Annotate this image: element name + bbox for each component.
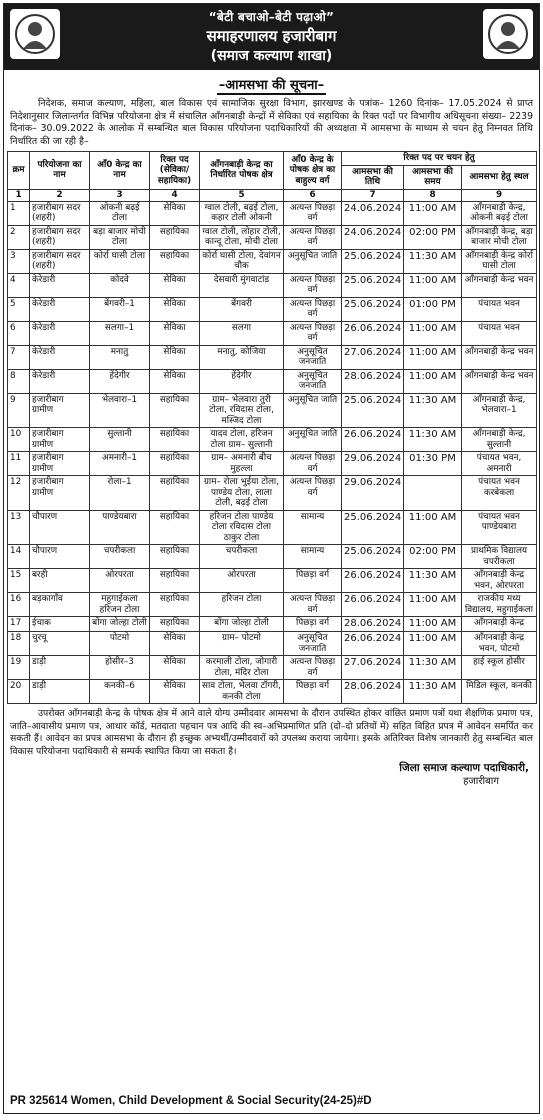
cell-time: 11:00 AM [404,273,462,297]
cell-centre: सुल्तानी [90,428,150,452]
cell-centre: ओरपरता [90,569,150,593]
cell-time: 01:00 PM [404,297,462,321]
cell-project: हजारीबाग सदर (शहरी) [30,225,90,249]
cell-centre: पोटमो [90,632,150,656]
cell-venue: आँगनबाड़ी केन्द्र, ओकनी बढ़ई टोला [462,201,537,225]
cell-centre: चपरीकला [90,545,150,569]
cell-sn: 1 [8,201,30,225]
office-name: समाहरणालय हजारीबाग [206,27,337,45]
cell-project: केरेडारी [30,369,90,393]
cell-sn: 11 [8,452,30,476]
column-number: 6 [284,189,342,201]
cell-sn: 4 [8,273,30,297]
cell-sn: 19 [8,656,30,680]
cell-time: 02:00 PM [404,225,462,249]
cell-area: कोर्रा घासी टोला, देवांगन चौक [200,249,284,273]
cell-sn: 10 [8,428,30,452]
cell-project: हजारीबाग ग्रामीण [30,476,90,511]
table-row [8,656,537,680]
cell-centre: हेंदेगीर [90,369,150,393]
cell-time: 11:00 AM [404,593,462,617]
cell-date: 25.06.2024 [342,249,404,273]
cell-area: ग्वाल टोली, बढ़ई टोला, कहार टोली ओकनी [200,201,284,225]
column-number: 8 [404,189,462,201]
cell-time: 11:00 AM [404,321,462,345]
cell-category: अत्यन्त पिछड़ा वर्ग [284,593,342,617]
cell-post: सेविका [150,656,200,680]
cell-post: सहायिका [150,225,200,249]
vacancy-table [7,151,537,704]
cell-category: पिछड़ा वर्ग [284,617,342,632]
cell-area: यादव टोला, हरिजन टोला ग्राम– सुल्तानी [200,428,284,452]
table-row [8,545,537,569]
cell-centre: बड़ा बाजार मोची टोला [90,225,150,249]
table-row [8,510,537,545]
cell-category: अत्यन्त पिछड़ा वर्ग [284,225,342,249]
cell-sn: 14 [8,545,30,569]
cell-centre: कनकी–6 [90,680,150,704]
cell-post: सहायिका [150,452,200,476]
cell-time: 11:00 AM [404,345,462,369]
cell-centre: अमनारी–1 [90,452,150,476]
signature-designation: जिला समाज कल्याण पदाधिकारी, [399,762,529,774]
cell-project: चुरचू [30,632,90,656]
cell-centre: बेंगवरी–1 [90,297,150,321]
cell-post: सेविका [150,345,200,369]
cell-area: सलगा [200,321,284,345]
cell-project: हजारीबाग सदर (शहरी) [30,249,90,273]
col-group: रिक्त पद पर चयन हेतु [342,152,537,166]
cell-time: 11:30 AM [404,428,462,452]
cell-centre: महुगाईकला हरिजन टोला [90,593,150,617]
cell-sn: 16 [8,593,30,617]
column-number: 5 [200,189,284,201]
table-row [8,345,537,369]
cell-venue: आँगनबाड़ी केन्द्र भवन, पोटमो [462,632,537,656]
cell-venue: हाई स्कूल होसीर [462,656,537,680]
cell-time: 11:30 AM [404,680,462,704]
table-row [8,273,537,297]
cell-date: 26.06.2024 [342,569,404,593]
cell-date: 26.06.2024 [342,632,404,656]
cell-post: सहायिका [150,510,200,545]
cell-time: 11:30 AM [404,249,462,273]
col-project: परियोजना का नाम [30,152,90,190]
cell-venue: आँगनबाड़ी केन्द्र, सुल्तानी [462,428,537,452]
col-category: आँ0 केन्द्र के पोषक क्षेत्र का बाहुल्य वर्ग [284,152,342,190]
emblem-logo-left [10,9,60,59]
cell-venue: पंचायत भवन, अमनारी [462,452,537,476]
cell-post: सेविका [150,297,200,321]
cell-date: 27.06.2024 [342,345,404,369]
table-row [8,321,537,345]
cell-time: 11:00 AM [404,369,462,393]
cell-post: सहायिका [150,249,200,273]
cell-category: सामान्य [284,510,342,545]
cell-sn: 5 [8,297,30,321]
cell-category: अनुसूचित जनजाति [284,345,342,369]
cell-centre: कोर्रा घासी टोला [90,249,150,273]
cell-project: केरेडारी [30,297,90,321]
cell-time: 11:00 AM [404,617,462,632]
cell-centre: रोला–1 [90,476,150,511]
cell-date: 25.06.2024 [342,545,404,569]
slogan: “बेटी बचाओ–बेटी पढ़ाओ” [208,10,335,24]
col-post: रिक्त पद (सेविका/ सहायिका) [150,152,200,190]
cell-sn: 7 [8,345,30,369]
cell-venue: पंचायत भवन करबेकला [462,476,537,511]
cell-project: हजारीबाग ग्रामीण [30,452,90,476]
cell-date: 28.06.2024 [342,369,404,393]
cell-time: 11:30 AM [404,393,462,428]
cell-area: चपरीकला [200,545,284,569]
cell-project: डाड़ी [30,656,90,680]
cell-area: ग्राम– रोला भुईया टोला, पाण्डेय टोला, लाला टोली, बढ़ई टोला [200,476,284,511]
cell-area: बोंगा जोल्हा टोली [200,617,284,632]
cell-area: हरिजन टोला पाण्डेय टोला रविदास टोला ठाकुर टोला [200,510,284,545]
column-number: 7 [342,189,404,201]
cell-date: 25.06.2024 [342,393,404,428]
table-row [8,369,537,393]
cell-post: सहायिका [150,569,200,593]
table-row [8,428,537,452]
cell-date: 24.06.2024 [342,225,404,249]
column-number: 2 [30,189,90,201]
table-row [8,476,537,511]
pr-number: PR 325614 Women, Child Development & Social Security(24-25)#D [10,1095,372,1107]
cell-sn: 18 [8,632,30,656]
table-row [8,452,537,476]
cell-project: चौपारण [30,545,90,569]
cell-centre: भेलवारा–1 [90,393,150,428]
cell-centre: ओकनी बढ़ई टोला [90,201,150,225]
table-row [8,680,537,704]
col-time: आमसभा की समय [404,165,462,189]
cell-post: सहायिका [150,545,200,569]
cell-date: 25.06.2024 [342,273,404,297]
cell-project: बरही [30,569,90,593]
cell-area: बेंगवरी [200,297,284,321]
cell-project: हजारीबाग सदर (शहरी) [30,201,90,225]
branch-name: (समाज कल्याण शाखा) [210,48,333,64]
cell-date: 29.06.2024 [342,476,404,511]
cell-date: 24.06.2024 [342,201,404,225]
cell-project: बड़कागाँव [30,593,90,617]
column-number: 4 [150,189,200,201]
cell-area: ओरपरता [200,569,284,593]
cell-post: सहायिका [150,593,200,617]
cell-category: अत्यन्त पिछड़ा वर्ग [284,201,342,225]
column-number: 3 [90,189,150,201]
col-date: आमसभा की तिथि [342,165,404,189]
cell-time: 11:30 AM [404,656,462,680]
table-row [8,393,537,428]
cell-area: करमाली टोला, जोगारी टोला, मंदिर टोला [200,656,284,680]
cell-area: ग्राम– अमनारी बीच मुहल्ला [200,452,284,476]
header-band [4,4,539,70]
cell-venue: पंचायत भवन [462,321,537,345]
cell-category: सामान्य [284,545,342,569]
cell-venue: आँगनबाड़ी केन्द्र भवन [462,273,537,297]
table-row [8,617,537,632]
cell-category: अनुसूचित जनजाति [284,632,342,656]
cell-venue: प्राथमिक विद्यालय चपरीकला [462,545,537,569]
cell-date: 26.06.2024 [342,321,404,345]
intro-paragraph: निदेशक, समाज कल्याण, महिला, बाल विकास एवं सामाजिक सुरक्षा विभाग, झारखण्ड के पत्रांक– 1260 दिनांक– 17.05.2024 से प्राप्त निदेशानुसार जिलान्तर्गत विभिन्न परियोजना क्षेत्र में संचालित आँगनबाड़ी केन्द्रों में सेविका एवं सहायिका के रिक्त पदों पर विभागीय अधिसूचना संख्या– 2239 दिनांक– 30.09.2022 के आलोक में सम्बन्धित बाल विकास परियोजना पदाधिकारियों की अध्यक्षता में आमसभा के माध्यम से चयन हेतु निम्नवत तिथि निर्धारित की जा रही है– [10,98,533,147]
cell-time: 11:30 AM [404,569,462,593]
cell-category: अत्यन्त पिछड़ा वर्ग [284,321,342,345]
cell-project: ईचाक [30,617,90,632]
cell-venue: आँगनबाड़ी केन्द्र भवन [462,369,537,393]
column-number-row [8,189,537,201]
cell-category: अनुसूचित जाति [284,249,342,273]
cell-project: केरेडारी [30,345,90,369]
cell-venue: आँगनबाड़ी केन्द्र, बड़ा बाजार मोची टोला [462,225,537,249]
cell-venue: पंचायत भवन [462,297,537,321]
cell-project: हजारीबाग ग्रामीण [30,428,90,452]
cell-sn: 13 [8,510,30,545]
cell-category: अत्यन्त पिछड़ा वर्ग [284,656,342,680]
cell-post: सहायिका [150,428,200,452]
cell-area: ग्राम– पोटमो [200,632,284,656]
cell-time [404,476,462,511]
footer-paragraph: उपरोक्त आँगनबाड़ी केन्द्र के पोषक क्षेत्र में आने वाले योग्य उम्मीदवार आमसभा के दौरान उपस्थित होकर वांछित प्रमाण पत्रों यथा शैक्षणिक प्रमाण पत्र, जाति–आवासीय प्रमाण पत्र, आधार कॉर्ड, मतदाता पहचान पत्र आदि की स्व–अभिप्रमाणित प्रति (दो–दो प्रतियों में) सहित विहित प्रपत्र में आवेदन समर्पित कर सकती हैं। आवेदन का प्रपत्र आमसभा के दौरान ही इच्छुक अभ्यर्थी/उम्मीदवारों को उपलब्ध कराया जायेगा। इसके अतिरिक्त विशेष जानकारी हेतु सम्बन्धित बाल विकास परियोजना पदाधिकारी से सम्पर्क स्थापित किया जा सकता है। [10,708,533,757]
col-area: आँगनबाड़ी केन्द्र का निर्धारित पोषक क्षेत्र [200,152,284,190]
cell-category: पिछड़ा वर्ग [284,569,342,593]
cell-centre: मनातु [90,345,150,369]
emblem-logo-right [483,9,533,59]
cell-project: चौपारण [30,510,90,545]
cell-time: 11:00 AM [404,510,462,545]
cell-area: ग्वाल टोली, लोहार टोली, कान्दू टोला, मोची टोला [200,225,284,249]
cell-venue: मिडिल स्कूल, कनकी [462,680,537,704]
cell-centre: पाण्डेयबारा [90,510,150,545]
cell-date: 26.06.2024 [342,593,404,617]
table-row [8,632,537,656]
cell-post: सहायिका [150,617,200,632]
cell-post: सेविका [150,201,200,225]
table-row [8,569,537,593]
table-body [8,201,537,704]
col-venue: आमसभा हेतु स्थल [462,165,537,189]
table-row [8,201,537,225]
cell-venue: आँगनबाड़ी केन्द्र कोर्रा घासी टोला [462,249,537,273]
cell-sn: 15 [8,569,30,593]
cell-time: 01:30 PM [404,452,462,476]
cell-date: 28.06.2024 [342,617,404,632]
cell-category: अनुसूचित जाति [284,393,342,428]
cell-time: 11:00 AM [404,632,462,656]
cell-date: 27.06.2024 [342,656,404,680]
cell-venue: आँगनबाड़ी केन्द्र, भेलवारा–1 [462,393,537,428]
cell-centre: सलगा–1 [90,321,150,345]
cell-sn: 20 [8,680,30,704]
signature-place: हजारीबाग [463,776,499,787]
cell-area: ग्राम– भेलवारा तुरी टोला, रविदास टोला, मस्जिद टोला [200,393,284,428]
cell-time: 02:00 PM [404,545,462,569]
col-centre: आँ0 केन्द्र का नाम [90,152,150,190]
column-number: 9 [462,189,537,201]
cell-date: 28.06.2024 [342,680,404,704]
cell-category: अत्यन्त पिछड़ा वर्ग [284,297,342,321]
cell-post: सेविका [150,321,200,345]
cell-venue: आँगनबाड़ी केन्द्र [462,617,537,632]
cell-area: हेंदेगीर [200,369,284,393]
cell-sn: 8 [8,369,30,393]
cell-post: सहायिका [150,476,200,511]
column-number: 1 [8,189,30,201]
cell-date: 25.06.2024 [342,510,404,545]
cell-project: हजारीबाग ग्रामीण [30,393,90,428]
cell-sn: 3 [8,249,30,273]
cell-category: अत्यन्त पिछड़ा वर्ग [284,273,342,297]
cell-date: 26.06.2024 [342,428,404,452]
cell-sn: 6 [8,321,30,345]
cell-category: अत्यन्त पिछड़ा वर्ग [284,452,342,476]
cell-project: केरेडारी [30,321,90,345]
cell-project: डाड़ी [30,680,90,704]
cell-area: देसवारी मुंगवाटांड [200,273,284,297]
cell-category: अनुसूचित जनजाति [284,369,342,393]
cell-date: 25.06.2024 [342,297,404,321]
cell-sn: 17 [8,617,30,632]
cell-area: मनातु, कोजिया [200,345,284,369]
cell-centre: बोंगा जोल्हा टोली [90,617,150,632]
cell-venue: पंचायत भवन पाण्डेयबारा [462,510,537,545]
cell-post: सेविका [150,273,200,297]
cell-sn: 9 [8,393,30,428]
cell-post: सहायिका [150,393,200,428]
cell-project: केरेडारी [30,273,90,297]
cell-sn: 12 [8,476,30,511]
cell-venue: आँगनबाड़ी केन्द्र भवन [462,345,537,369]
table-row [8,249,537,273]
notice-page [3,3,540,1114]
table-row [8,297,537,321]
cell-category: पिछड़ा वर्ग [284,680,342,704]
cell-area: हरिजन टोला [200,593,284,617]
cell-area: साव टोला, भेलवा टॉगरी, कनकी टोला [200,680,284,704]
table-row [8,593,537,617]
cell-category: अत्यन्त पिछड़ा वर्ग [284,476,342,511]
cell-centre: कोदवे [90,273,150,297]
cell-sn: 2 [8,225,30,249]
cell-category: अनुसूचित जाति [284,428,342,452]
cell-post: सेविका [150,369,200,393]
cell-post: सेविका [150,632,200,656]
cell-centre: होसीर–3 [90,656,150,680]
notice-title: –आमसभा की सूचना– [217,75,326,95]
cell-post: सेविका [150,680,200,704]
cell-venue: राजकीय मध्य विद्यालय, महुगाईकला [462,593,537,617]
cell-venue: आँगनबाड़ी केन्द्र भवन, ओरपरता [462,569,537,593]
table-row [8,225,537,249]
signature-block [4,762,529,788]
cell-date: 29.06.2024 [342,452,404,476]
cell-time: 11:00 AM [404,201,462,225]
col-sn: क्रम [8,152,30,190]
